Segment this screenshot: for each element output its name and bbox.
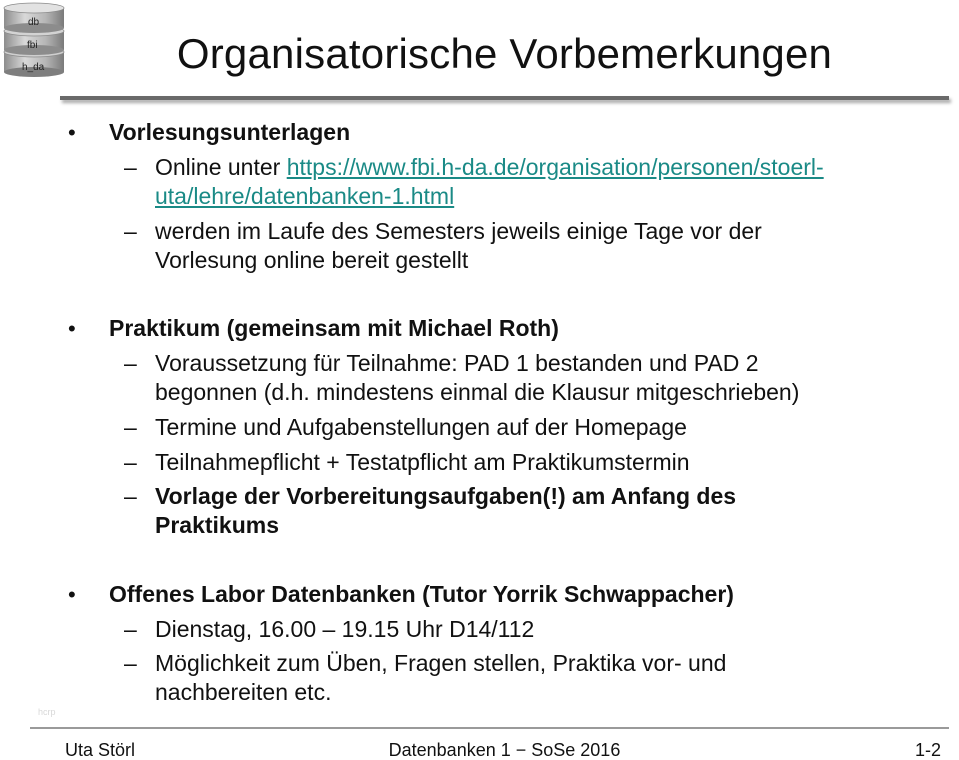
list-item-line: Voraussetzung für Teilnahme: PAD 1 bestanden und PAD 2 <box>155 350 759 376</box>
footer-divider <box>30 727 949 729</box>
footer-course: Datenbanken 1 − SoSe 2016 <box>388 740 621 760</box>
list-item-termine: Termine und Aufgabenstellungen auf der Homepage <box>155 414 687 440</box>
footer-page-number: 1-2 <box>914 740 941 760</box>
dash-icon: – <box>124 449 137 475</box>
bullet-icon: • <box>68 316 76 341</box>
course-materials-link-continued[interactable]: uta/lehre/datenbanken-1.html <box>155 183 455 209</box>
watermark-text: hcrp <box>38 707 56 717</box>
bullet-icon: • <box>68 582 76 607</box>
course-materials-link[interactable]: https://www.fbi.h-da.de/organisation/personen/stoerl- <box>286 154 824 180</box>
list-item-line: Praktikums <box>155 512 280 538</box>
list-item-line: werden im Laufe des Semesters jeweils einige Tage vor der <box>155 218 762 244</box>
list-item-line: begonnen (d.h. mindestens einmal die Klausur mitgeschrieben) <box>155 379 800 405</box>
dash-icon: – <box>124 650 137 676</box>
dash-icon: – <box>124 218 137 244</box>
dash-icon: – <box>124 350 137 376</box>
list-item-dienstag: Dienstag, 16.00 – 19.15 Uhr D14/112 <box>155 616 535 642</box>
logo-label-fbi: fbi <box>27 40 38 51</box>
list-item-line: Vorlesung online bereit gestellt <box>155 247 469 273</box>
list-item-moeglichkeit <box>155 649 925 707</box>
list-item-online <box>155 153 925 211</box>
section-heading-offenes-labor: Offenes Labor Datenbanken (Tutor Yorrik Schwappacher) <box>109 581 734 607</box>
footer-author: Uta Störl <box>65 740 136 760</box>
slide-title: Organisatorische Vorbemerkungen <box>176 30 833 77</box>
list-item-line: Möglichkeit zum Üben, Fragen stellen, Praktika vor- und <box>155 650 727 676</box>
section-heading-vorlesungsunterlagen: Vorlesungsunterlagen <box>109 119 351 145</box>
bullet-icon: • <box>68 120 76 145</box>
list-item-line: nachbereiten etc. <box>155 679 332 705</box>
list-item-semester <box>155 217 925 275</box>
dash-icon: – <box>124 483 137 509</box>
list-item-teilnahmepflicht: Teilnahmepflicht + Testatpflicht am Praktikumstermin <box>155 449 690 475</box>
list-item-vorlage <box>155 482 925 540</box>
list-item-prefix: Online unter <box>155 154 287 180</box>
section-heading-praktikum: Praktikum (gemeinsam mit Michael Roth) <box>109 315 559 341</box>
logo-label-db: db <box>28 17 40 28</box>
list-item-voraussetzung <box>155 349 925 407</box>
dash-icon: – <box>124 616 137 642</box>
dash-icon: – <box>124 414 137 440</box>
dash-icon: – <box>124 154 137 180</box>
list-item-line: Vorlage der Vorbereitungsaufgaben(!) am Anfang des <box>155 483 737 509</box>
logo-label-hda: h_da <box>22 62 45 73</box>
